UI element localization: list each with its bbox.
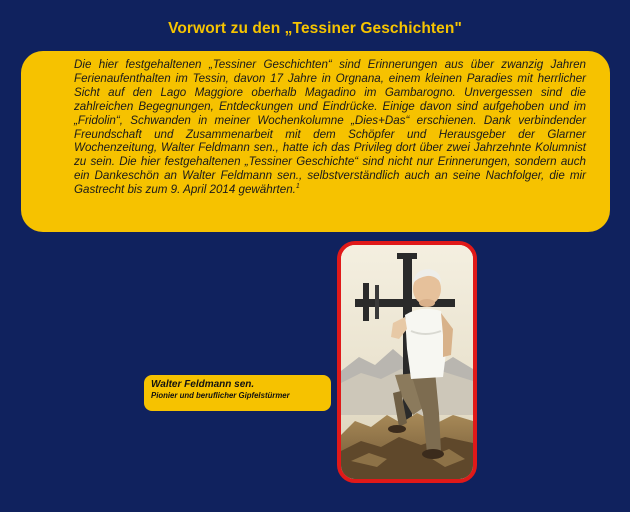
summit-photo	[337, 241, 477, 483]
intro-box	[21, 51, 610, 232]
intro-text: Die hier festgehaltenen „Tessiner Geschichten“ sind Erinnerungen aus über zwanzig Jahren Ferienaufenthalten im Tessin, davon 17 Jahre in Orgnana, einem kleinen Paradies mit herrlicher Sicht auf den Lago Maggiore oberhalb Magadino im Gambarogno. Unvergessen sind die zahlreichen Begegnungen, Entdeckungen und Eindrücke. Einige davon sind aufgehoben und im „Fridolin“, Schwanden in meiner Wochenkolumne „Dies+Das“ erschienen. Dank verbindender Freundschaft und Zusammenarbeit mit dem Schöpfer und Herausgeber der Glarner Wochenzeitung, Walter Feldmann sen., hatte ich das Privileg dort über zwei Jahrzehnte Kolumnist zu sein. Die hier festgehaltenen „Tessiner Geschichte“ sind nicht nur Erinnerungen, sondern auch ein Dankeschön an Walter Feldmann sen., selbstverständlich auch an seine Nachfolger, die mir Gastrecht bis zum 9. April 2014 gewährten.	[74, 58, 586, 197]
page-title: Vorwort zu den „Tessiner Geschichten"	[168, 20, 462, 37]
photo-caption	[144, 375, 331, 411]
caption-subtitle: Pionier und beruflicher Gipfelstürmer	[151, 391, 290, 400]
summit-photo-image	[341, 245, 473, 479]
footnote-marker: 1	[295, 183, 300, 191]
caption-name: Walter Feldmann sen.	[151, 379, 255, 390]
intro-paragraph	[74, 58, 586, 197]
